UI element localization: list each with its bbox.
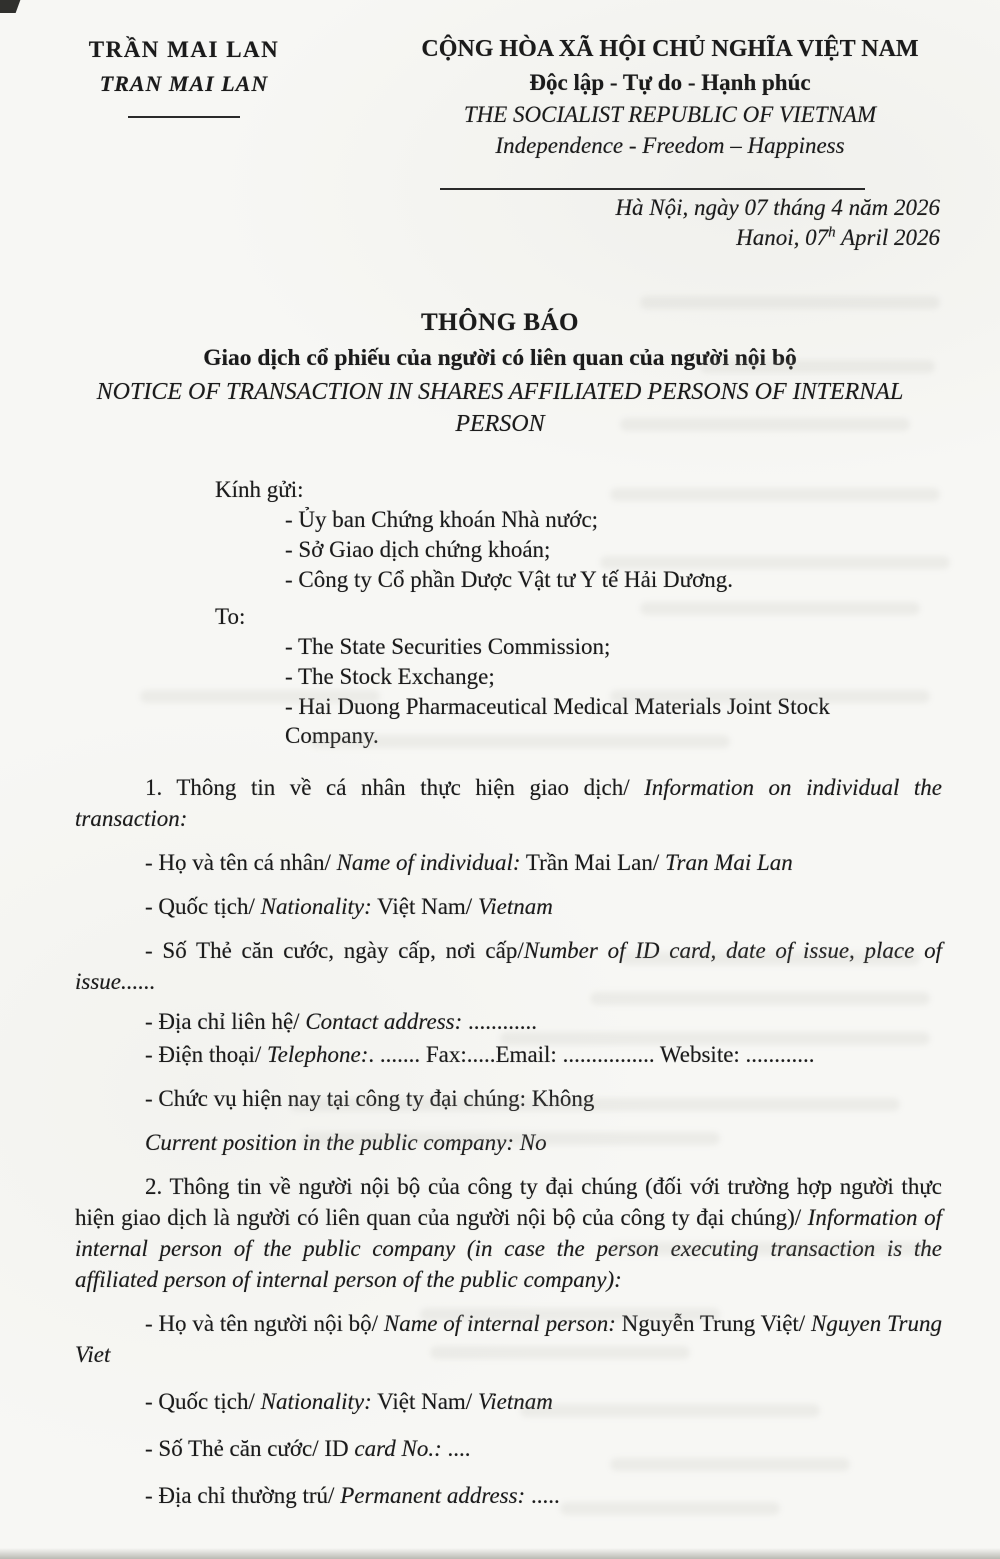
recipient-item: - Ủy ban Chứng khoán Nhà nước; [285,507,599,532]
recipient-item: - The State Securities Commission; [285,634,611,659]
section2-heading: 2. Thông tin về người nội bộ của công ty đại chúng (đối với trường hợp người thực hiện giao dịch là người có liên quan của người nội bộ của công ty đại chúng)/ Information of internal person of the public company (in case the person executing transaction is the affiliated person of internal person of the public company): [75,1174,942,1292]
field-telephone: - Điện thoại/ Telephone:. ....... Fax:.....Email: ................ Website: ............ [145,1042,815,1067]
national-header-line4: Independence - Freedom – Happiness [495,133,845,158]
field-internal-person-name: - Họ và tên người nội bộ/ Name of internal person: Nguyễn Trung Việt/ Nguyen Trung Viet [75,1311,942,1367]
recipient-item: - Hai Duong Pharmaceutical Medical Materials Joint Stock Company. [285,694,830,748]
field-contact-address: - Địa chỉ liên hệ/ Contact address: ............ [145,1009,538,1034]
recipients-label-en: To: [215,604,246,629]
recipient-item: - Sở Giao dịch chứng khoán; [285,537,551,562]
dateline-superscript: h [828,224,836,241]
national-header-line1: CỘNG HÒA XÃ HỘI CHỦ NGHĨA VIỆT NAM [421,36,919,62]
field-individual-name: - Họ và tên cá nhân/ Name of individual: Trần Mai Lan/ Tran Mai Lan [145,850,793,875]
sender-name-en: TRAN MAI LAN [99,71,269,96]
field-individual-nationality: - Quốc tịch/ Nationality: Việt Nam/ Vietnam [145,894,553,919]
national-header-line3: THE SOCIALIST REPUBLIC OF VIETNAM [463,102,877,127]
sender-name-vi: TRẦN MAI LAN [88,37,280,62]
dateline-vi: Hà Nội, ngày 07 tháng 4 năm 2026 [615,195,940,220]
sender-rule [128,116,240,118]
national-motto-block [368,34,1000,253]
document-subtitle-vi: Giao dịch cổ phiếu của người có liên quan của người nội bộ [203,345,797,371]
section1-heading: 1. Thông tin về cá nhân thực hiện giao dịch/ Information on individual the transaction: [75,775,942,831]
field-internal-person-id: - Số Thẻ căn cước/ ID card No.: .... [145,1436,471,1461]
document-header [0,0,1000,253]
sender-block [0,34,368,253]
national-header-line2: Độc lập - Tự do - Hạnh phúc [529,70,811,95]
recipients-label-vi: Kính gửi: [215,477,304,502]
recipients-list-vi [285,505,905,594]
recipient-item: - Công ty Cổ phần Dược Vật tư Y tế Hải Dương. [285,567,733,592]
field-internal-person-nationality: - Quốc tịch/ Nationality: Việt Nam/ Vietnam [145,1389,553,1414]
recipient-item: - The Stock Exchange; [285,664,495,689]
dateline-en: Hanoi, 07$^h$ April 2026 [736,224,940,250]
field-current-position-en: Current position in the public company: No [145,1130,547,1155]
scan-bottom-edge [0,1548,1000,1559]
document-subtitle-en: NOTICE OF TRANSACTION IN SHARES AFFILIATED PERSONS OF INTERNAL PERSON [96,379,904,437]
field-individual-id-card: - Số Thẻ căn cước, ngày cấp, nơi cấp/Number of ID card, date of issue, place of issue...... [75,938,942,994]
field-current-position-vi: - Chức vụ hiện nay tại công ty đại chúng: Không [145,1086,595,1111]
field-permanent-address: - Địa chỉ thường trú/ Permanent address: ..... [145,1483,560,1508]
motto-rule [440,188,865,190]
document-title: THÔNG BÁO [421,309,579,336]
